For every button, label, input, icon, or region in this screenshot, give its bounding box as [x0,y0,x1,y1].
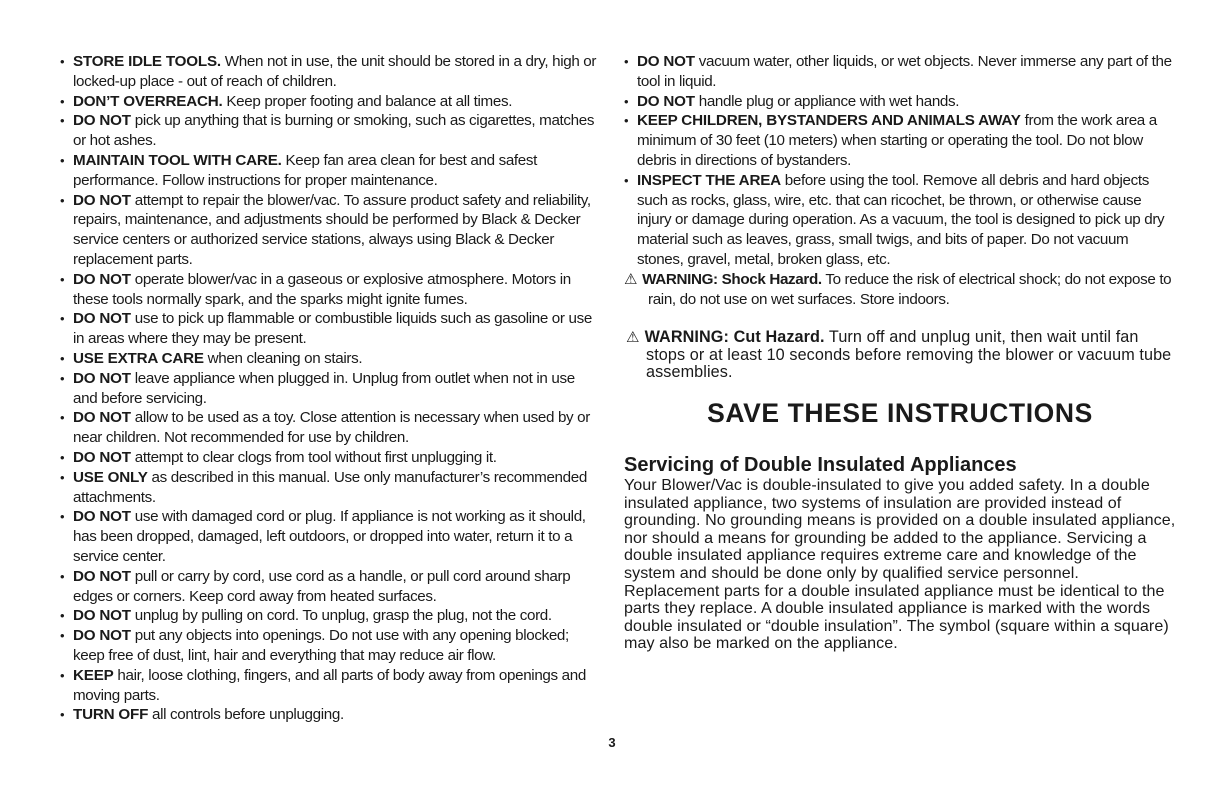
list-item: • INSPECT THE AREA before using the tool. Remove all debris and hard objects such as rocks, glass, wire, etc. that can ricochet, be thrown, or otherwise cause injury or damage during operation. As a vacuum, the tool is designed to pick up dry material such as leaves, grass, small twigs, and bits of paper. Do not vacuum stones, gravel, metal, broken glass, etc. [624,171,1165,268]
page-number: 3 [608,735,616,750]
left-column [60,52,600,725]
warning-triangle-icon: ⚠ [624,270,638,288]
bullet: • [624,113,629,129]
list-item: • DO NOT operate blower/vac in a gaseous or explosive atmosphere. Motors in these tools normally spark, and the sparks might ignite fumes. [60,270,571,308]
bullet: • [624,54,629,69]
list-item: • DO NOT attempt to clear clogs from tool without first unplugging it. [60,448,497,466]
bullet: • [60,54,65,69]
bullet: • [60,667,65,683]
servicing-title: Servicing of Double Insulated Appliances [624,454,1017,477]
bullet: • [60,628,65,644]
safety-list-right [624,52,1176,270]
list-item: • USE ONLY as described in this manual. Use only manufacturer’s recommended attachments. [60,468,587,506]
bullet: • [60,93,65,109]
bullet: • [60,410,65,426]
warning-triangle-icon: ⚠ [626,329,640,347]
bullet: • [624,93,629,109]
bullet: • [60,113,65,129]
list-item: • TURN OFF all controls before unplugging. [60,706,344,724]
list-item: • DO NOT allow to be used as a toy. Close attention is necessary when used by or near children. Not recommended for use by children. [60,409,590,447]
list-item: • DON’T OVERREACH. Keep proper footing and balance at all times. [60,92,513,110]
bullet: • [60,608,65,624]
bullet: • [60,152,65,168]
list-item: • KEEP hair, loose clothing, fingers, and all parts of body away from openings and moving parts. [60,666,586,704]
bullet: • [60,350,65,366]
bullet: • [60,469,65,485]
bullet: • [624,172,629,188]
bullet: • [60,449,65,465]
list-item: • USE EXTRA CARE when cleaning on stairs. [60,349,363,367]
bullet: • [60,370,65,386]
list-item: • DO NOT use to pick up flammable or combustible liquids such as gasoline or use in areas where they may be present. [60,310,592,348]
cut-hazard-warning: ⚠ WARNING: Cut Hazard. Turn off and unplug unit, then wait until fan stops or at least 10 seconds before removing the blower or vacuum tube assemblies. [626,328,1172,382]
list-item: • KEEP CHILDREN, BYSTANDERS AND ANIMALS AWAY from the work area a minimum of 30 feet (10 meters) when starting or operating the tool. Do not blow debris in directions of bystanders. [624,112,1157,169]
bullet: • [60,568,65,584]
right-column [624,52,1176,653]
servicing-body: Your Blower/Vac is double-insulated to give you added safety. In a double insulated appliance, two systems of insulation are provided instead of grounding. No grounding means is provided on a double insulated appliance, nor should a means for grounding be added to the appliance. Servicing a double insulated appliance requires extreme care and knowledge of the system and should be done only by qualified service personnel. Replacement parts for a double insulated appliance must be identical to the parts they replace. A double insulated appliance is marked with the words double insulated or “double insulation”. The symbol (square within a square) may also be marked on the appliance. [624,476,1176,653]
list-item: • DO NOT attempt to repair the blower/vac. To assure product safety and reliability, repairs, maintenance, and adjustments should be performed by Black & Decker service centers or authorized service stations, always using Black & Decker replacement parts. [60,191,591,268]
list-item: • DO NOT pull or carry by cord, use cord as a handle, or pull cord around sharp edges or corners. Keep cord away from heated surfaces. [60,567,571,605]
list-item: • DO NOT unplug by pulling on cord. To unplug, grasp the plug, not the cord. [60,607,552,625]
list-item: • DO NOT vacuum water, other liquids, or wet objects. Never immerse any part of the tool in liquid. [624,53,1172,90]
safety-list-left [60,52,600,725]
list-item: • MAINTAIN TOOL WITH CARE. Keep fan area clean for best and safest performance. Follow instructions for proper maintenance. [60,151,537,189]
shock-hazard-warning: ⚠ WARNING: Shock Hazard. To reduce the risk of electrical shock; do not expose to rain, do not use on wet surfaces. Store indoors. [624,270,1172,308]
bullet: • [60,192,65,208]
list-item: • DO NOT use with damaged cord or plug. If appliance is not working as it should, has been dropped, damaged, left outdoors, or dropped into water, return it to a service center. [60,508,586,565]
list-item: • STORE IDLE TOOLS. When not in use, the unit should be stored in a dry, high or locked-up place - out of reach of children. [60,53,597,90]
list-item: • DO NOT put any objects into openings. Do not use with any opening blocked; keep free of dust, lint, hair and everything that may reduce air flow. [60,627,569,664]
list-item: • DO NOT leave appliance when plugged in. Unplug from outlet when not in use and before servicing. [60,369,575,407]
bullet: • [60,271,65,287]
save-instructions-heading: SAVE THESE INSTRUCTIONS [707,398,1093,429]
list-item: • DO NOT handle plug or appliance with wet hands. [624,92,960,110]
bullet: • [60,509,65,525]
bullet: • [60,311,65,327]
bullet: • [60,707,65,723]
list-item: • DO NOT pick up anything that is burning or smoking, such as cigarettes, matches or hot ashes. [60,112,595,150]
